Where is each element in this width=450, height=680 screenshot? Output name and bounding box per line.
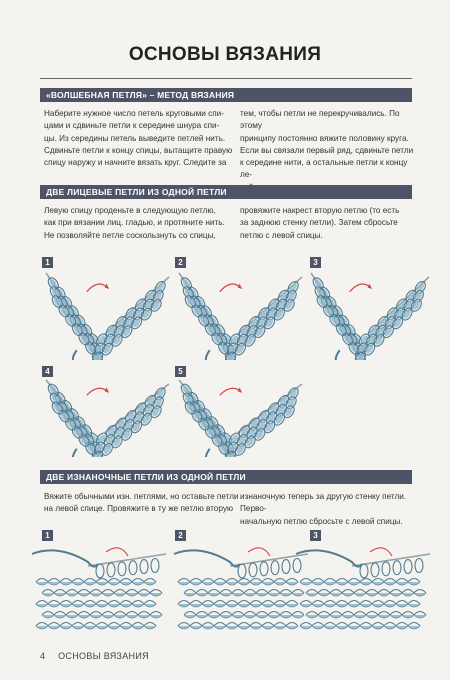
step-badge-purl-3: 3 bbox=[310, 530, 321, 541]
page-footer bbox=[40, 651, 149, 661]
section-heading-two-purl: ДВЕ ИЗНАНОЧНЫЕ ПЕТЛИ ИЗ ОДНОЙ ПЕТЛИ bbox=[40, 470, 412, 484]
magic-loop-text-col1: Наберите нужное число петель круговыми спи- цами и сдвиньте петли к середине шнура спи- цы. Из середины петель выведите петлей нить. Сдвиньте петли к концу спицы, вытащите правую спицу наружу и начните вязать круг. Следите за bbox=[44, 109, 233, 168]
two-knit-text-col1: Левую спицу проденьте в следующую петлю, как при вязании лиц. гладью, и протяните нить. Не позволяйте петле соскользнуть со спицы, bbox=[44, 206, 225, 240]
title-divider bbox=[40, 78, 412, 79]
step-badge-knit-3: 3 bbox=[310, 257, 321, 268]
step-badge-knit-5: 5 bbox=[175, 366, 186, 377]
section-heading-magic-loop: «ВОЛШЕБНАЯ ПЕТЛЯ» – МЕТОД ВЯЗАНИЯ bbox=[40, 88, 412, 102]
two-purl-text-col1: Вяжите обычными изн. петлями, но оставьте петли на левой спице. Провяжите в ту же петлю вторую bbox=[44, 492, 239, 514]
section-heading-two-knit: ДВЕ ЛИЦЕВЫЕ ПЕТЛИ ИЗ ОДНОЙ ПЕТЛИ bbox=[40, 185, 412, 199]
knit-step-1-illustration bbox=[40, 255, 175, 360]
step-badge-knit-2: 2 bbox=[175, 257, 186, 268]
two-knit-text-col2: провяжите накрест вторую петлю (то есть за заднюю стенку петли). Затем сбросьте петлю с левой спицы. bbox=[240, 206, 400, 240]
knit-step-3-illustration bbox=[305, 255, 435, 360]
knit-step-5-illustration bbox=[173, 362, 308, 457]
purl-step-2-illustration bbox=[170, 540, 310, 640]
footer-section-title: ОСНОВЫ ВЯЗАНИЯ bbox=[58, 651, 149, 661]
step-badge-purl-1: 1 bbox=[42, 530, 53, 541]
page-title: ОСНОВЫ ВЯЗАНИЯ bbox=[128, 44, 322, 65]
page-number: 4 bbox=[40, 651, 46, 661]
magic-loop-text-col2: тем, чтобы петли не перекручивались. По этому принципу постоянно вяжите половину круга. Если вы связали первый ряд, сдвиньте петли к середине нити, а остальные петли к концу ле- bbox=[240, 109, 414, 180]
step-badge-knit-4: 4 bbox=[42, 366, 53, 377]
knit-step-2-illustration bbox=[173, 255, 308, 360]
purl-step-1-illustration bbox=[28, 540, 168, 640]
step-badge-knit-1: 1 bbox=[42, 257, 53, 268]
step-badge-purl-2: 2 bbox=[175, 530, 186, 541]
knit-step-4-illustration bbox=[40, 362, 175, 457]
two-purl-text-col2: изнаночную теперь за другую стенку петли. Перво- начальную петлю сбросьте с левой спицы. bbox=[240, 492, 407, 526]
purl-step-3-illustration bbox=[292, 540, 432, 640]
